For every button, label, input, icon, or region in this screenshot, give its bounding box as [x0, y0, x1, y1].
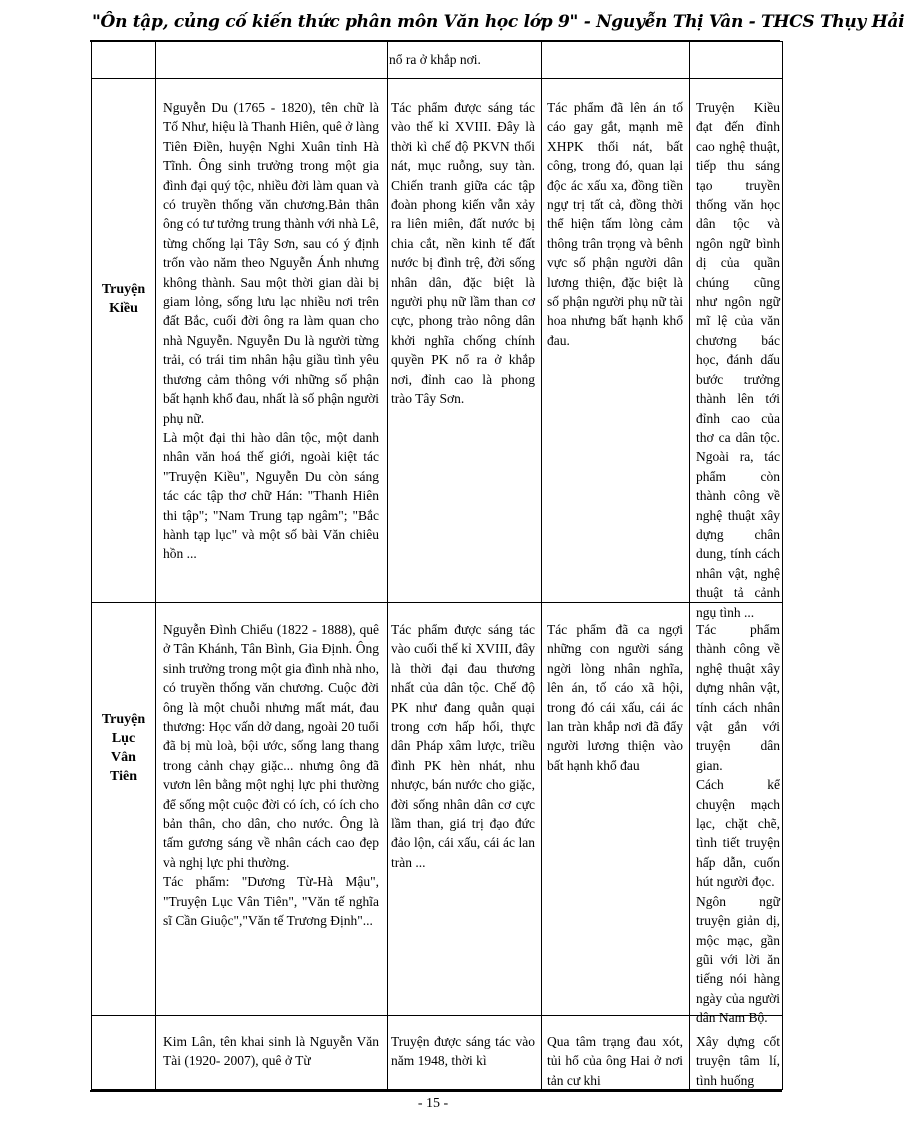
- work-title-truyen-kieu: [92, 280, 155, 318]
- row-divider: [92, 1015, 782, 1016]
- context-cell: Tác phẩm được sáng tác vào thế kỉ XVIII. Đây là thời kì chế độ PKVN thối nát, mục ruỗng, suy tàn. Chiến tranh giữa các tập đoàn phong kiến vẫn xảy ra liên miên, đất nước bị chia cắt, nền kinh tế đất nước bị đình trệ, đời sống nhân dân, đặc biệt là người phụ nữ lầm than cơ cực, phong trào nông dân khởi nghĩa chống chính quyền PK nổ ra ở khắp nơi, đỉnh cao là phong trào Tây Sơn.: [391, 100, 535, 407]
- content-cell: Qua tâm trạng đau xót, tủi hổ của ông Hai ở nơi tản cư khi: [547, 1034, 683, 1088]
- literature-table: [91, 41, 783, 1090]
- content-cell: Tác phẩm đã lên án tố cáo gay gắt, mạnh mẽ XHPK thối nát, bất công, trong đó, quan lại độc ác xấu xa, đồng tiền ngự trị tất cả, đồng thời thể hiện tấm lòng cảm thông trân trọng và bênh vực số phận người dân lương thiện, đặc biệt là số phận người phụ nữ tài hoa nhưng bất hạnh khổ đau.: [547, 100, 683, 348]
- footer-rule: [90, 1090, 782, 1092]
- column-divider: [541, 42, 542, 1089]
- top-row-context-cell: nổ ra ở khắp nơi.: [389, 52, 481, 67]
- work-title-line: Vân: [111, 750, 136, 765]
- author-cell: Kim Lân, tên khai sinh là Nguyễn Văn Tài (1920- 2007), quê ở Từ: [163, 1034, 379, 1069]
- author-cell: [163, 98, 379, 564]
- work-title-line: Truyện: [101, 712, 146, 727]
- work-title-line: Tiên: [110, 769, 137, 784]
- art-cell: Truyện Kiều đạt đến đỉnh cao nghệ thuật, tiếp thu sáng tạo truyền thống văn học dân tộc và ngôn ngữ bình dị của quần chúng cũng như ngôn ngữ mĩ lệ của văn chương bác học, đánh dấu bước trưởng thành lên tới đỉnh cao của thơ ca dân tộc. Ngoài ra, tác phẩm còn thành công về nghệ thuật xây dựng chân dung, tính cách nhân vật, nghệ thuật tả cảnh ngụ tình ...: [696, 100, 780, 620]
- work-title-line: Kiều: [109, 301, 138, 316]
- art-paragraph: Ngôn ngữ truyện giản dị, mộc mạc, gần gũi với lời ăn tiếng nói hàng ngày của người dân Nam Bộ.: [696, 893, 780, 1026]
- page-number: - 15 -: [417, 1096, 449, 1111]
- author-cell: [163, 620, 379, 931]
- author-paragraph: Nguyễn Đình Chiểu (1822 - 1888), quê ở Tân Khánh, Tân Bình, Gia Định. Ông sinh trưởng trong một gia đình nhà nho, có truyền thống văn chương. Cuộc đời ông là một chuỗi nhưng mất mát, đau thương: Học vấn dở dang, ngoài 20 tuổi đã bị mù loà, bội ước, sống lang thang trong cảnh chạy giặc... nhưng ông đã vươn lên bằng một nghị lực phi thường để sống một cuộc đời có ích, có ích cho bản thân, cho dân, cho nước. Ông là tấm gương sáng về nhân cách cao đẹp và nghị lực phi thường.: [163, 622, 379, 870]
- column-divider: [155, 42, 156, 1089]
- context-cell: Tác phẩm được sáng tác vào cuối thế kỉ XVIII, đây là thời đại đau thương nhất của dân tộc. Chế độ PK như đang quằn quại trong cơn hấp hối, thực dân Pháp xâm lược, triều đình PK hèn nhát, nhu nhược, bán nước cho giặc, đời sống nhân dân cơ cực lầm than, giá trị đạo đức đảo lộn, cái xấu, cái ác lan tràn ...: [391, 622, 535, 870]
- art-paragraph: Tác phẩm thành công về nghệ thuật xây dựng nhân vật, tính cách nhân vật gắn với truyện dân gian.: [696, 622, 780, 773]
- art-cell: Xây dựng cốt truyện tâm lí, tình huống: [696, 1034, 780, 1088]
- context-cell: Truyện được sáng tác vào năm 1948, thời kì: [391, 1034, 535, 1069]
- author-paragraph: Tác phẩm: "Dương Từ-Hà Mậu", "Truyện Lục Vân Tiên", "Văn tế nghĩa sĩ Cần Giuộc","Văn tế Trương Định"...: [163, 874, 379, 929]
- row-divider: [92, 602, 782, 603]
- content-cell: Tác phẩm đã ca ngợi những con người sáng ngời lòng nhân nghĩa, lên án, tố cáo xã hội, trong đó cái xấu, cái ác lan tràn khắp nơi đã đẩy người lương thiện vào bất hạnh khổ đau: [547, 622, 683, 773]
- art-cell: [696, 620, 780, 1028]
- row-divider: [92, 78, 782, 79]
- author-paragraph: Nguyễn Du (1765 - 1820), tên chữ là Tố Như, hiệu là Thanh Hiên, quê ở làng Tiên Điền, huyện Nghi Xuân tỉnh Hà Tĩnh. Ông sinh trưởng trong một gia đình đại quý tộc, nhiều đời làm quan và có truyền thống văn chương.Bản thân ông có tư tưởng trung thành với nhà Lê, từng chống lại Tây Sơn, sau có ý định trốn vào năm theo Nguyễn Ánh nhưng không thành. Sau một thời gian dài bị giam lỏng, sống lưu lạc nhiều nơi trên đất Bắc, cuối đời ông ra làm quan cho nhà Nguyễn. Nguyễn Du là người từng trải, có trái tim nhân hậu giầu tình yêu thương cảm thông với những số phận bất hạnh khổ đau, nhất là số phận người phụ nữ.: [163, 100, 379, 426]
- work-title-luc-van-tien: [92, 710, 155, 786]
- column-divider: [387, 42, 388, 1089]
- work-title-line: Lục: [111, 731, 136, 746]
- work-title-line: Truyện: [101, 282, 146, 297]
- art-paragraph: Cách kể chuyện mạch lạc, chặt chẽ, tình tiết truyện hấp dẫn, cuốn hút người đọc.: [696, 777, 780, 890]
- author-paragraph: Là một đại thi hào dân tộc, một danh nhân văn hoá thế giới, ngoài kiệt tác "Truyện Kiều", Nguyễn Du còn sáng tác các tập thơ chữ Hán: "Thanh Hiên thi tập"; "Nam Trung tạp ngâm"; "Bắc hành tạp lục" và một số bài Văn chiêu hồn ...: [163, 429, 379, 562]
- page-header: [90, 8, 904, 42]
- column-divider: [689, 42, 690, 1089]
- header-title: "Ôn tập, củng cố kiến thức phân môn Văn học lớp 9" - Nguyễn Thị Vân - THCS Thụy Hải: [92, 12, 904, 32]
